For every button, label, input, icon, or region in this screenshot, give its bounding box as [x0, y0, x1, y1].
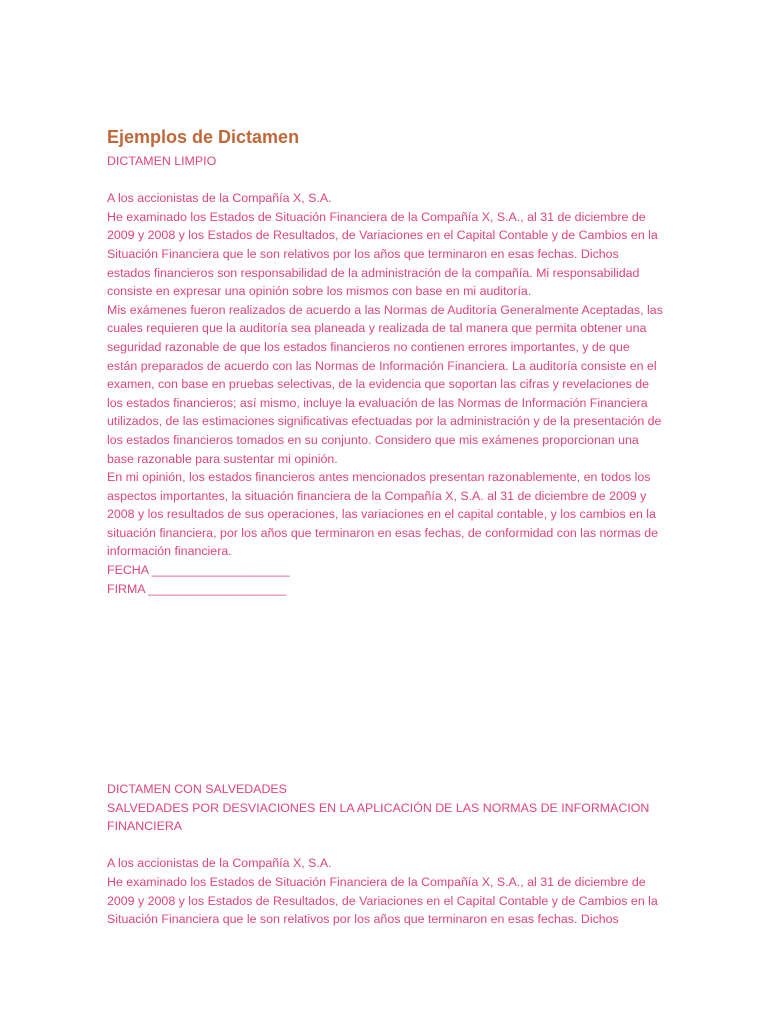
firma-line: FIRMA ____________________	[107, 581, 287, 596]
document-section-dictamen-con-salvedades	[107, 780, 663, 929]
section-heading: DICTAMEN LIMPIO	[107, 154, 217, 168]
salutation: A los accionistas de la Compañía X, S.A.	[107, 856, 332, 871]
section-subheading: SALVEDADES POR DESVIACIONES EN LA APLICACIÓN DE LAS NORMAS DE INFORMACION FINANCIERA	[107, 800, 653, 834]
paragraph-1: He examinado los Estados de Situación Financiera de la Compañía X, S.A., al 31 de diciembre de 2009 y 2008 y los Estados de Resultados, de Variaciones en el Capital Contable y de Cambios en la Situación Financiera que le son relativos por los años que terminaron en esas fechas. Dichos	[107, 874, 662, 927]
spacer	[107, 171, 663, 190]
document-section-dictamen-limpio	[107, 126, 667, 598]
fecha-line: FECHA ____________________	[107, 563, 290, 578]
section-heading: DICTAMEN CON SALVEDADES	[107, 782, 287, 796]
paragraph-3: En mi opinión, los estados financieros antes mencionados presentan razonablemente, en todos los aspectos importantes, la situación financiera de la Compañía X, S.A. al 31 de diciembre de 2009 y 2008 y los resultados de sus operaciones, las variaciones en el capital contable, y los cambios en la situación financiera, por los años que terminaron en esas fechas, de conformidad con las normas de información financiera.	[107, 470, 662, 559]
salutation: A los accionistas de la Compañía X, S.A.	[107, 191, 332, 206]
page-title: Ejemplos de Dictamen	[107, 127, 300, 147]
spacer	[107, 836, 663, 855]
paragraph-2: Mis exámenes fueron realizados de acuerdo a las Normas de Auditoría Generalmente Aceptadas, las cuales requieren que la auditoría sea planeada y realizada de tal manera que permita obtener una seguridad razonable de que los estados financieros no contienen errores importantes, y de que están preparados de acuerdo con las Normas de Información Financiera. La auditoría consiste en el examen, con base en pruebas selectivas, de la evidencia que soportan las cifras y revelaciones de los estados financieros; así mismo, incluye la evaluación de las Normas de Información Financiera utilizados, de las estimaciones significativas efectuadas por la administración y de la presentación de los estados financieros tomados en su conjunto. Considero que mis exámenes proporcionan una base razonable para sustentar mi opinión.	[107, 302, 667, 466]
paragraph-1: He examinado los Estados de Situación Financiera de la Compañía X, S.A., al 31 de diciembre de 2009 y 2008 y los Estados de Resultados, de Variaciones en el Capital Contable y de Cambios en la Situación Financiera que le son relativos por los años que terminaron en esas fechas. Dichos estados financieros son responsabilidad de la administración de la compañía. Mi responsabilidad consiste en expresar una opinión sobre los mismos con base en mi auditoría.	[107, 209, 662, 299]
